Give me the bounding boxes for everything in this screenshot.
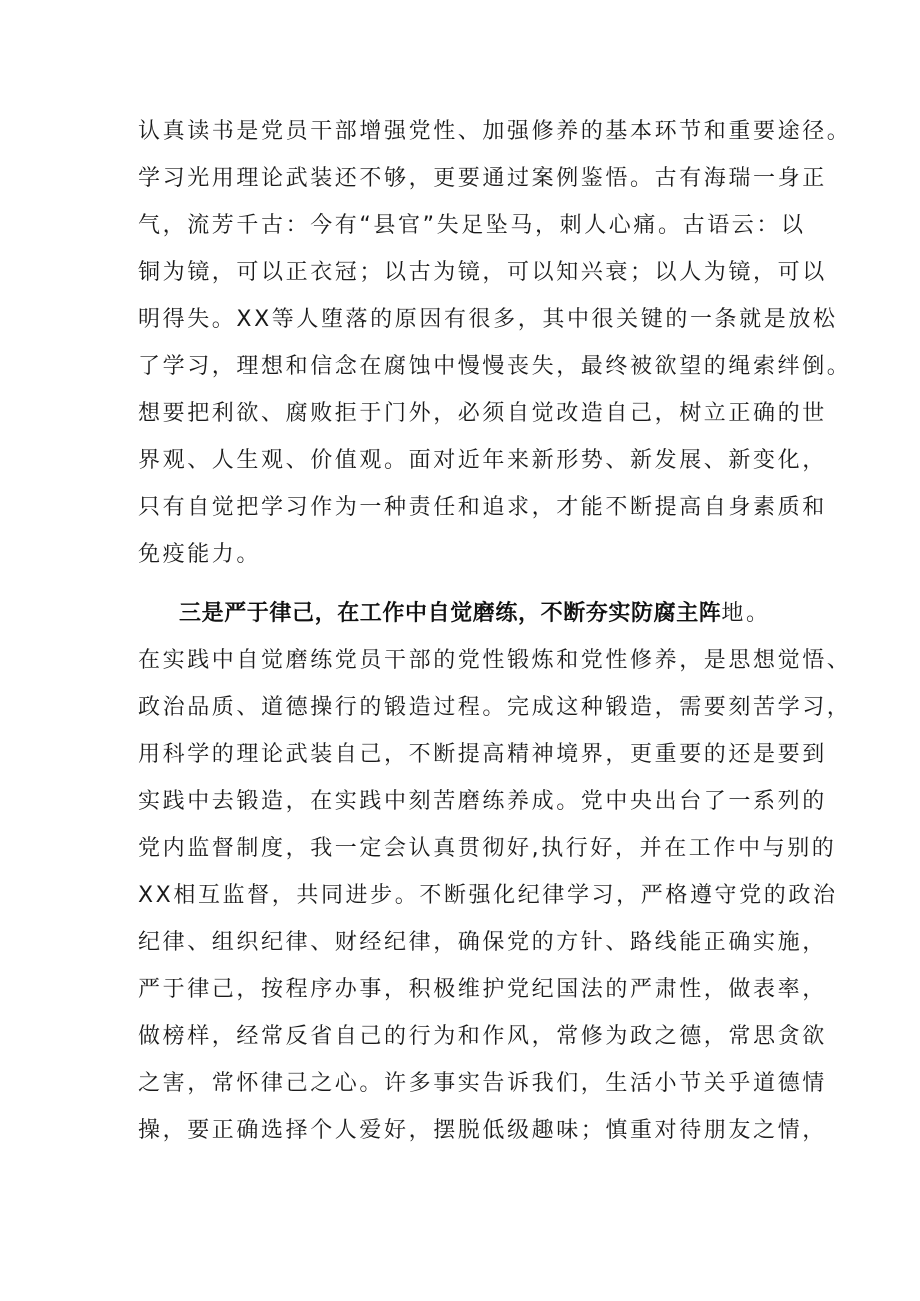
text-line: 界观、人生观、价值观。面对近年来新形势、新发展、新变化， <box>138 448 827 473</box>
text-line: 操，要正确选择个人爱好，摆脱低级趣味；慎重对待朋友之情， <box>138 1118 827 1143</box>
text-line: 气，流芳千古：今有“县官”失足坠马，刺人心痛。古语云：以 <box>138 213 806 238</box>
text-line: 明得失。XX等人堕落的原因有很多，其中很关键的一条就是放松 <box>138 307 838 332</box>
text-line: 只有自觉把学习作为一种责任和追求，才能不断提高自身素质和 <box>138 495 827 520</box>
heading-bold-text: 三是严于律己，在工作中自觉磨练，不断夯实防腐主阵 <box>179 601 722 626</box>
text-line: 政治品质、道德操行的锻造过程。完成这种锻造，需要刻苦学习， <box>138 695 852 720</box>
text-line: 党内监督制度，我一定会认真贯彻好,执行好，并在工作中与别的 <box>138 836 837 861</box>
text-line: 了学习，理想和信念在腐蚀中慢慢丧失，最终被欲望的绳索绊倒。 <box>138 354 852 379</box>
text-line: 做榜样，经常反省自己的行为和作风，常修为政之德，常思贪欲 <box>138 1024 827 1049</box>
text-line: 实践中去锻造，在实践中刻苦磨练养成。党中央出台了一系列的 <box>138 789 827 814</box>
heading-tail-text: 地。 <box>721 601 771 626</box>
text-line: 用科学的理论武装自己，不断提高精神境界，更重要的还是要到 <box>138 742 827 767</box>
text-line: 认真读书是党员干部增强党性、加强修养的基本环节和重要途径。 <box>138 119 852 144</box>
text-line: 铜为镜，可以正衣冠；以古为镜，可以知兴衰；以人为镜，可以 <box>138 260 827 285</box>
text-line: 之害，常怀律己之心。许多事实告诉我们，生活小节关乎道德情 <box>138 1071 827 1096</box>
text-line: 严于律己，按程序办事，积极维护党纪国法的严肃性，做表率， <box>138 977 827 1002</box>
text-line: 纪律、组织纪律、财经纪律，确保党的方针、路线能正确实施， <box>138 930 827 955</box>
text-line: 免疫能力。 <box>138 542 262 567</box>
text-line: 学习光用理论武装还不够，更要通过案例鉴悟。古有海瑞一身正 <box>138 166 827 191</box>
section-heading <box>179 599 771 629</box>
text-line: 想要把利欲、腐败拒于门外，必须自觉改造自己，树立正确的世 <box>138 401 827 426</box>
text-line: 在实践中自觉磨练党员干部的党性锻炼和党性修养，是思想觉悟、 <box>138 648 852 673</box>
text-line: XX相互监督，共同进步。不断强化纪律学习，严格遵守党的政治 <box>138 883 838 908</box>
